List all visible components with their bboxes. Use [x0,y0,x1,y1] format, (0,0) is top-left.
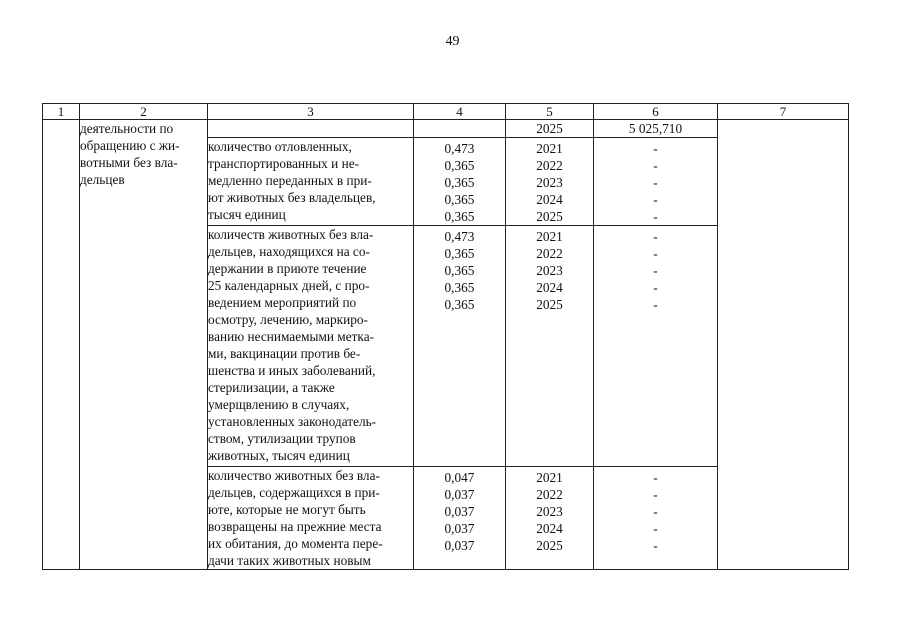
indicator-year: 2023 [536,504,563,519]
indicator-value: 0,473 [444,229,475,244]
col-header-6: 6 [594,104,718,120]
table-row [43,120,849,138]
cell-number [43,120,80,570]
indicator-amounts [594,467,718,570]
indicator-amount: - [653,297,658,312]
indicator-amount: - [653,229,658,244]
indicator-year: 2024 [536,192,563,207]
indicator-amount: - [653,504,658,519]
indicator-values [414,226,506,467]
indicator-description [208,138,414,226]
indicator-amount: - [653,280,658,295]
indicator-amount: - [653,175,658,190]
indicator-year: 2021 [536,470,563,485]
activity-line: деятельности по [80,121,174,136]
indicator-line: тысяч единиц [208,207,286,222]
indicator-description [208,226,414,467]
indicator-years [506,138,594,226]
indicator-line: медленно переданных в при- [208,173,372,188]
indicator-line: установленных законодатель- [208,414,377,429]
indicator-line: их обитания, до момента пере- [208,536,383,551]
indicator-line: животных, тысяч единиц [208,448,350,463]
indicator-year: 2021 [536,229,563,244]
indicator-amount: - [653,487,658,502]
activity-name [80,120,208,570]
indicator-line: возвращены на прежние места [208,519,382,534]
indicator-year: 2022 [536,487,563,502]
indicator-value: 0,365 [444,297,475,312]
col-header-4: 4 [414,104,506,120]
indicator-amount: - [653,538,658,553]
indicator-amount: - [653,521,658,536]
indicator-line: юте, которые не могут быть [208,502,366,517]
top-amount: 5 025,710 [594,120,718,138]
indicator-value: 0,365 [444,209,475,224]
indicator-year: 2024 [536,521,563,536]
top-year: 2025 [506,120,594,138]
cell-notes [718,120,849,570]
indicator-line: количество животных без вла- [208,468,380,483]
indicator-amount: - [653,263,658,278]
indicator-description [208,467,414,570]
indicator-line: умерщвлению в случаях, [208,397,350,412]
indicator-year: 2023 [536,263,563,278]
col-header-1: 1 [43,104,80,120]
indicator-year: 2022 [536,158,563,173]
col-header-3: 3 [208,104,414,120]
indicator-value: 0,365 [444,175,475,190]
indicator-line: стерилизации, а также [208,380,335,395]
indicator-line: осмотру, лечению, маркиро- [208,312,368,327]
indicator-value: 0,037 [444,538,475,553]
indicator-value: 0,473 [444,141,475,156]
indicator-value: 0,047 [444,470,475,485]
indicator-values [414,138,506,226]
indicator-value: 0,365 [444,246,475,261]
indicator-line: держании в приюте течение [208,261,367,276]
indicator-value: 0,037 [444,521,475,536]
indicator-value: 0,365 [444,192,475,207]
indicator-year: 2025 [536,538,563,553]
indicator-line: количеств животных без вла- [208,227,374,242]
indicator-line: дельцев, находящихся на со- [208,244,370,259]
indicator-amount: - [653,158,658,173]
indicator-amount: - [653,470,658,485]
indicator-year: 2025 [536,297,563,312]
indicator-value: 0,037 [444,504,475,519]
indicator-amount: - [653,246,658,261]
indicator-values [414,467,506,570]
col-header-5: 5 [506,104,594,120]
indicator-amount: - [653,192,658,207]
header-row [43,104,849,120]
activity-line: дельцев [80,172,125,187]
activity-line: обращению с жи- [80,138,180,153]
indicator-line: транспортированных и не- [208,156,360,171]
indicator-line: шенства и иных заболеваний, [208,363,376,378]
indicator-line: ведением мероприятий по [208,295,357,310]
indicator-year: 2024 [536,280,563,295]
col-header-7: 7 [718,104,849,120]
indicator-years [506,226,594,467]
indicator-line: ством, утилизации трупов [208,431,356,446]
indicator-amounts [594,226,718,467]
indicator-line: ют животных без владельцев, [208,190,376,205]
indicator-line: ванию неснимаемыми метка- [208,329,375,344]
indicator-amounts [594,138,718,226]
indicator-years [506,467,594,570]
indicator-line: ми, вакцинации против бе- [208,346,361,361]
program-table [42,103,849,570]
indicator-line: 25 календарных дней, с про- [208,278,370,293]
indicator-value: 0,037 [444,487,475,502]
page-number: 49 [445,34,460,49]
col-header-2: 2 [80,104,208,120]
indicator-amount: - [653,141,658,156]
top-indicator-cell [208,120,414,138]
indicator-year: 2023 [536,175,563,190]
indicator-year: 2022 [536,246,563,261]
indicator-amount: - [653,209,658,224]
indicator-year: 2021 [536,141,563,156]
indicator-year: 2025 [536,209,563,224]
indicator-value: 0,365 [444,280,475,295]
indicator-line: дельцев, содержащихся в при- [208,485,380,500]
top-value-cell [414,120,506,138]
activity-line: вотными без вла- [80,155,178,170]
indicator-value: 0,365 [444,158,475,173]
indicator-line: дачи таких животных новым [208,553,371,568]
indicator-line: количество отловленных, [208,139,352,154]
indicator-value: 0,365 [444,263,475,278]
